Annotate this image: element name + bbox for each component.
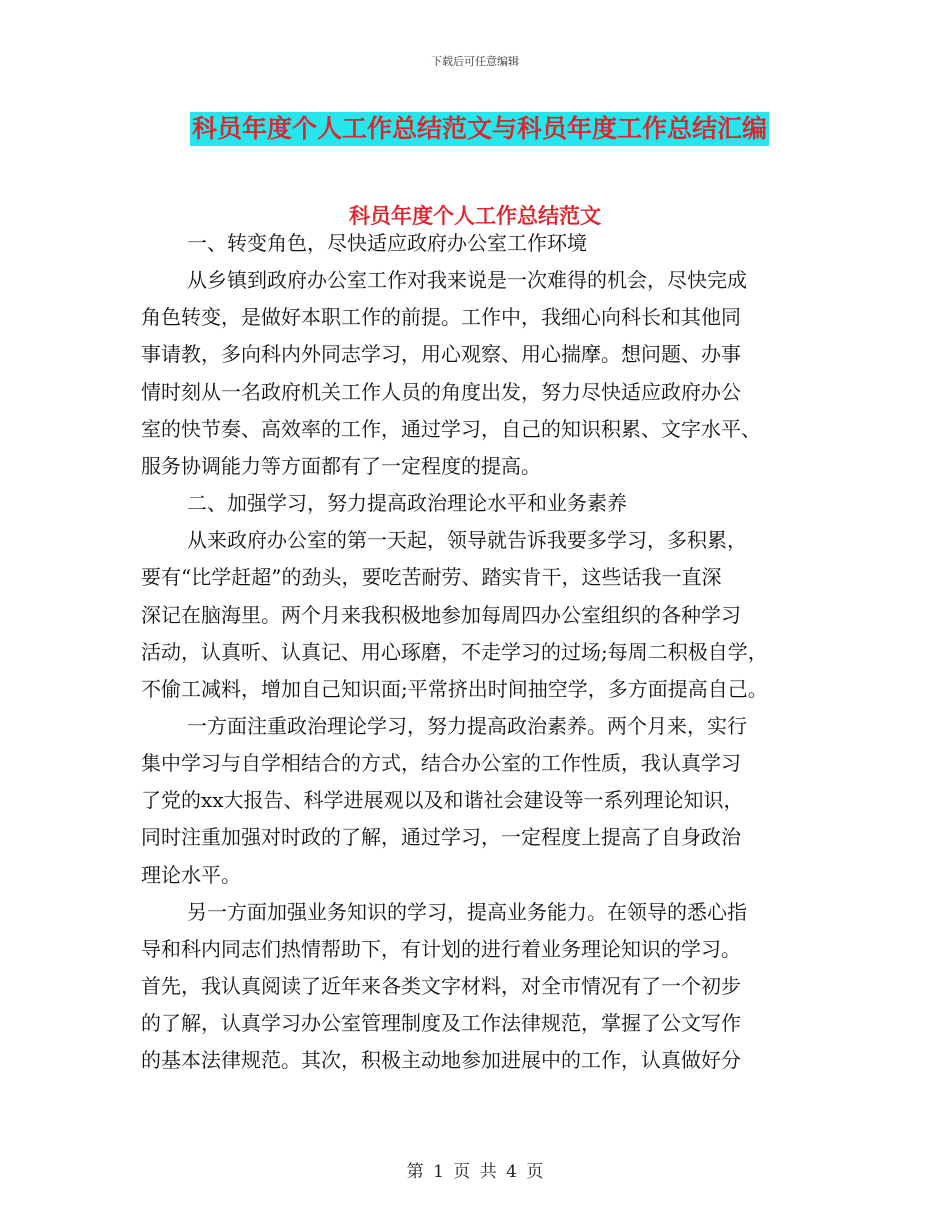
body-line: 室的快节奏、高效率的工作，通过学习，自己的知识积累、文字水平、	[141, 416, 761, 441]
main-title: 科员年度个人工作总结范文与科员年度工作总结汇编	[190, 112, 769, 146]
body-line: 活动，认真听、认真记、用心琢磨，不走学习的过场;每周二积极自学，	[141, 639, 768, 664]
body-line: 理论水平。	[141, 862, 241, 887]
body-line: 一方面注重政治理论学习，努力提高政治素养。两个月来，实行	[187, 713, 747, 738]
body-line: 深记在脑海里。两个月来我积极地参加每周四办公室组织的各种学习	[141, 602, 741, 627]
body-line: 一、转变角色，尽快适应政府办公室工作环境	[187, 231, 587, 255]
body-line: 服务协调能力等方面都有了一定程度的提高。	[141, 453, 541, 478]
body-line: 情时刻从一名政府机关工作人员的角度出发，努力尽快适应政府办公	[141, 379, 741, 404]
body-line: 导和科内同志们热情帮助下，有计划的进行着业务理论知识的学习。	[141, 936, 741, 961]
body-line: 首先，我认真阅读了近年来各类文字材料，对全市情况有了一个初步	[141, 974, 741, 998]
body-line: 事请教，多向科内外同志学习，用心观察、用心揣摩。想问题、办事	[141, 342, 741, 367]
body-line: 的了解，认真学习办公室管理制度及工作法律规范，掌握了公文写作	[141, 1011, 741, 1036]
header-note: 下载后可任意编辑	[431, 55, 519, 68]
page-footer: 第 1 页 共 4 页	[406, 1162, 544, 1182]
body-line: 不偷工减料，增加自己知识面;平常挤出时间抽空学，多方面提高自己。	[141, 676, 768, 701]
body-line: 集中学习与自学相结合的方式，结合办公室的工作性质，我认真学习	[141, 751, 741, 776]
body-line: 另一方面加强业务知识的学习，提高业务能力。在领导的悉心指	[187, 899, 747, 924]
body-line: 从乡镇到政府办公室工作对我来说是一次难得的机会，尽快完成	[187, 268, 747, 293]
body-line: 了党的xx大报告、科学进展观以及和谐社会建设等一系列理论知识，	[141, 788, 744, 813]
body-line: 从来政府办公室的第一天起，领导就告诉我要多学习，多积累，	[187, 528, 747, 553]
body-line: 的基本法律规范。其次，积极主动地参加进展中的工作，认真做好分	[141, 1048, 741, 1073]
section-title: 科员年度个人工作总结范文	[349, 204, 601, 228]
body-line: 二、加强学习，努力提高政治理论水平和业务素养	[187, 491, 627, 516]
main-title-wrap	[190, 112, 769, 146]
body-line: 角色转变，是做好本职工作的前提。工作中，我细心向科长和其他同	[141, 305, 741, 330]
body-line: 要有“比学赶超”的劲头，要吃苦耐劳、踏实肯干，这些话我一直深	[141, 565, 722, 590]
body-line: 同时注重加强对时政的了解，通过学习，一定程度上提高了自身政治	[141, 825, 741, 850]
